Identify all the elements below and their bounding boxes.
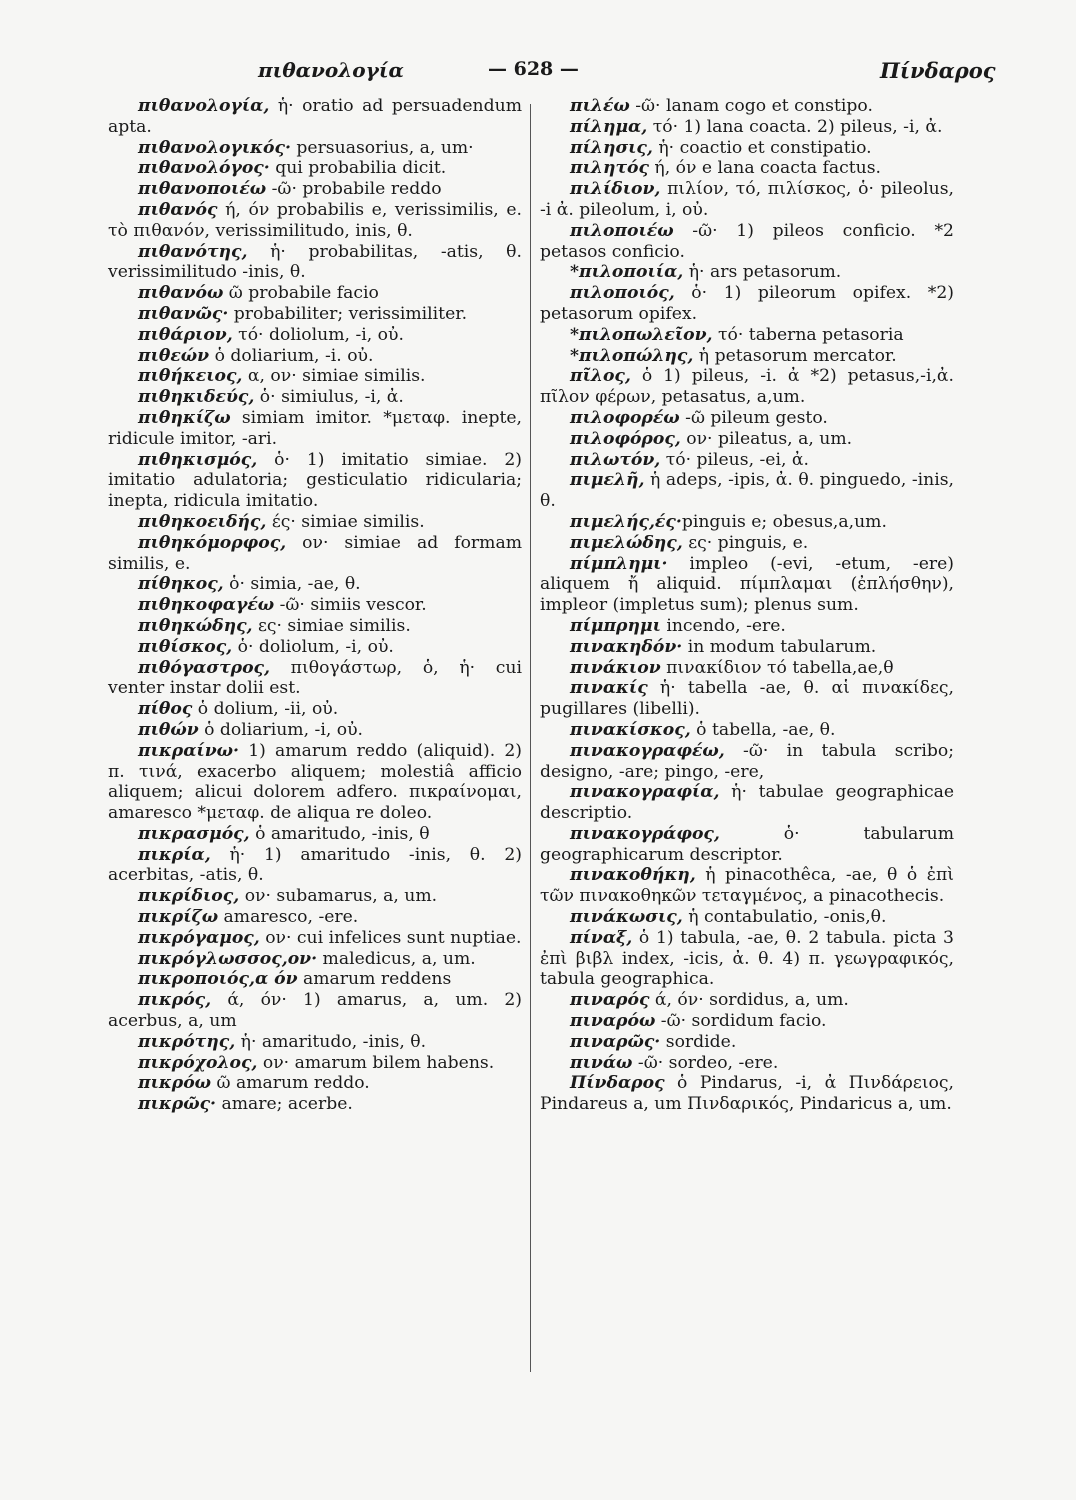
dictionary-entry [540, 678, 954, 720]
entry-definition: ὁ· doliolum, -i, οὐ. [232, 636, 394, 657]
entry-definition: ον· simiae ad formam similis, e. [108, 532, 522, 574]
entry-definition: ον· amarum bilem habens. [257, 1052, 495, 1073]
entry-definition: incendo, -ere. [660, 615, 786, 636]
entry-definition: -ῶ pileum gesto. [679, 407, 828, 428]
entry-headword: πιθηκοφαγέω [138, 595, 275, 616]
entry-definition: ὁ· simiulus, -i, ἀ. [254, 387, 404, 408]
dictionary-entry [108, 595, 522, 616]
entry-definition: qui probabilia dicit. [269, 158, 447, 179]
entry-definition: ἡ· coactio et constipatio. [652, 137, 872, 158]
dictionary-entry [108, 512, 522, 533]
entry-definition: ά, όν· 1) amarus, a, um. 2) acerbus, a, um [108, 990, 522, 1032]
entry-definition: ἡ· ars petasorum. [683, 262, 842, 283]
entry-headword: πιθηκόμορφος, [138, 532, 287, 553]
entry-headword: πιθήκειος, [138, 366, 243, 387]
entry-definition: -ῶ· probabile reddo [266, 179, 442, 200]
left-column [108, 96, 522, 1115]
entry-headword: πικρασμός, [138, 823, 250, 844]
dictionary-entry [540, 720, 954, 741]
entry-headword: πιμελής,ές· [570, 511, 682, 532]
dictionary-entry [540, 658, 954, 679]
entry-definition: ὁ 1) tabula, -ae, θ. 2 tabula. picta 3 ἐπὶ βιβλ index, -icis, ἀ. θ. 4) π. γεωγραφικός, tabula geographica. [540, 927, 954, 990]
entry-definition: τό· pileus, -ei, ἀ. [660, 449, 809, 470]
entry-headword: *πιλοποιία, [570, 262, 684, 283]
dictionary-entry [540, 221, 954, 263]
entry-definition: -ῶ· sordidum facio. [655, 1011, 827, 1032]
entry-definition: amaresco, -ere. [218, 907, 359, 928]
dictionary-entry [108, 845, 522, 887]
entry-definition: ὁ· simia, -ae, θ. [223, 574, 361, 595]
dictionary-entry [540, 782, 954, 824]
dictionary-entry [108, 366, 522, 387]
entry-headword: πίλημα, [570, 116, 648, 137]
dictionary-entry [540, 408, 954, 429]
dictionary-entry [540, 366, 954, 408]
dictionary-entry [108, 304, 522, 325]
dictionary-entry [108, 96, 522, 138]
dictionary-entry [540, 96, 954, 117]
dictionary-entry [540, 325, 954, 346]
dictionary-entry [540, 346, 954, 367]
dictionary-entry [108, 450, 522, 512]
entry-definition: ες· pinguis, e. [682, 532, 809, 553]
dictionary-entry [108, 1053, 522, 1074]
entry-headword: πικρόω [138, 1073, 212, 1094]
entry-headword: πιθανῶς· [138, 303, 229, 324]
entry-definition: πινακίδιον τό tabella,ae,θ [660, 657, 894, 678]
entry-definition: ὁ tabella, -ae, θ. [690, 719, 836, 740]
dictionary-entry [108, 574, 522, 595]
entry-definition: α, ον· simiae similis. [242, 366, 426, 387]
dictionary-entry [540, 1053, 954, 1074]
dictionary-entry [540, 990, 954, 1011]
dictionary-entry [108, 325, 522, 346]
entry-definition: ὁ amaritudo, -inis, θ [249, 823, 430, 844]
entry-headword: πινάω [570, 1052, 633, 1073]
entry-definition: ὁ doliarium, -i. οὐ. [209, 345, 374, 366]
entry-headword: πικρόχολος, [138, 1052, 258, 1073]
entry-headword: πιθεών [138, 345, 210, 366]
dictionary-entry [540, 158, 954, 179]
entry-headword: πίμπλημι· [570, 553, 668, 574]
entry-headword: πινακίσκος, [570, 719, 691, 740]
dictionary-entry [540, 907, 954, 928]
entry-headword: πικραίνω· [138, 740, 240, 761]
entry-headword: πιθίσκος, [138, 636, 233, 657]
entry-definition: ή, όν e lana coacta factus. [648, 158, 882, 179]
dictionary-entry [108, 158, 522, 179]
dictionary-entry [540, 117, 954, 138]
dictionary-entry [108, 990, 522, 1032]
dictionary-entry [540, 138, 954, 159]
entry-definition: ῶ probabile facio [223, 283, 379, 304]
dictionary-entry [540, 1073, 954, 1115]
dictionary-entry [108, 720, 522, 741]
entry-headword: πιλοποιός, [570, 283, 675, 304]
entry-headword: πίναξ, [570, 927, 633, 948]
entry-definition: ἡ contabulatio, -onis,θ. [682, 907, 887, 928]
entry-headword: πικρός, [138, 990, 212, 1011]
entry-definition: ον· subamarus, a, um. [239, 886, 438, 907]
entry-headword: πιθανολόγος· [138, 158, 270, 179]
entry-definition: πιθογάστωρ, ὁ, ἡ· cui venter instar dolii est. [108, 657, 522, 699]
entry-definition: ὁ· 1) imitatio simiae. 2) imitatio adulatoria; gesticulatio ridicularia; inepta, ridicula imitatio. [108, 449, 522, 512]
entry-headword: πιθών [138, 719, 199, 740]
entry-headword: Πίνδαρος [570, 1073, 665, 1094]
entry-headword: πινακογράφος, [570, 823, 720, 844]
entry-headword: πιθανοποιέω [138, 179, 267, 200]
entry-headword: πίλησις, [570, 137, 653, 158]
dictionary-entry [108, 637, 522, 658]
entry-definition: probabiliter; verissimiliter. [228, 303, 468, 324]
entry-headword: *πιλοπωλεῖον, [570, 324, 713, 345]
dictionary-entry [540, 262, 954, 283]
entry-headword: πινακογραφέω, [570, 740, 725, 761]
entry-definition: impleo (-evi, -etum, -ere) aliquem ἤ aliquid. πίμπλαμαι (ἐπλήσθην), impleor (impletus sum); plenus sum. [540, 553, 954, 616]
entry-definition: amare; acerbe. [216, 1094, 353, 1115]
dictionary-entry [108, 949, 522, 970]
page-number: — 628 — [488, 58, 579, 80]
entry-headword: πικρῶς· [138, 1094, 217, 1115]
dictionary-entry [108, 928, 522, 949]
dictionary-entry [540, 429, 954, 450]
entry-definition: τό· taberna petasoria [712, 324, 904, 345]
entry-headword: πιθανόω [138, 283, 224, 304]
entry-definition: ἡ petasorum mercator. [693, 345, 897, 366]
dictionary-entry [540, 1032, 954, 1053]
entry-headword: πιλοποιέω [570, 220, 674, 241]
entry-headword: πιθανολογικός· [138, 137, 291, 158]
header-right-guide-word: Πίνδαρος [880, 58, 996, 83]
entry-headword: πίμπρημι [570, 615, 661, 636]
entry-definition: -ῶ· in tabula scribo; designo, -are; pingo, -ere, [540, 740, 954, 782]
dictionary-entry [540, 450, 954, 471]
entry-definition: ἡ· 1) amaritudo -inis, θ. 2) acerbitas, -atis, θ. [108, 844, 522, 886]
entry-definition: 1) amarum reddo (aliquid). 2) π. τινά, exacerbo aliquem; molestiâ afficio aliquem; alicui dolorem adfero. πικραίνομαι, amaresco *μεταφ. de aliqua re doleo. [108, 740, 522, 824]
entry-headword: πιθανότης, [138, 241, 248, 262]
dictionary-entry [540, 1011, 954, 1032]
dictionary-entry [108, 533, 522, 575]
entry-headword: πιλέω [570, 96, 630, 116]
entry-headword: πιθηκίζω [138, 407, 231, 428]
dictionary-entry [108, 824, 522, 845]
entry-headword: πιναρός [570, 990, 650, 1011]
entry-headword: πιλητός [570, 158, 649, 179]
dictionary-entry [108, 741, 522, 824]
entry-headword: πιλωτόν, [570, 449, 661, 470]
dictionary-entry [108, 907, 522, 928]
entry-definition: sordide. [660, 1031, 737, 1052]
entry-headword: πινάκιον [570, 657, 661, 678]
dictionary-entry [108, 387, 522, 408]
dictionary-entry [108, 969, 522, 990]
entry-definition: ἡ· amaritudo, -inis, θ. [235, 1031, 427, 1052]
entry-definition: ῶ amarum reddo. [211, 1073, 370, 1094]
dictionary-entry [108, 616, 522, 637]
entry-headword: πινακοθήκη, [570, 865, 696, 886]
page-header [0, 58, 1076, 88]
entry-definition: τό· doliolum, -i, οὐ. [232, 324, 404, 345]
entry-definition: πιλίον, τό, πιλίσκος, ὁ· pileolus, -i ἀ. pileolum, i, οὐ. [540, 179, 954, 220]
dictionary-entry [540, 824, 954, 866]
entry-headword: *πιλοπώλης, [570, 345, 694, 366]
entry-headword: πιθηκιδεύς, [138, 387, 255, 408]
entry-definition: persuasorius, a, um· [290, 137, 474, 158]
entry-definition: ες· simiae similis. [252, 615, 411, 636]
dictionary-entry [108, 699, 522, 720]
entry-definition: -ῶ· lanam cogo et constipo. [629, 96, 873, 116]
entry-headword: πικρόγαμος, [138, 927, 260, 948]
entry-headword: πῖλος, [570, 366, 631, 387]
entry-definition: pinguis e; obesus,a,um. [681, 511, 887, 532]
dictionary-entry [540, 470, 954, 512]
dictionary-entry [108, 283, 522, 304]
entry-definition: ὁ dolium, -ii, οὐ. [192, 699, 339, 720]
entry-definition: maledicus, a, um. [317, 948, 476, 969]
entry-definition: τό· 1) lana coacta. 2) pileus, -i, ἀ. [647, 116, 943, 137]
entry-headword: πινάκωσις, [570, 907, 683, 928]
header-left-guide-word: πιθανολογία [258, 58, 404, 82]
entry-definition: ὁ 1) pileus, -i. ἀ *2) petasus,-i,ἀ. πῖλον φέρων, petasatus, a,um. [540, 366, 954, 408]
dictionary-entry [540, 616, 954, 637]
entry-headword: πικρότης, [138, 1031, 236, 1052]
entry-definition: ἡ adeps, -ipis, ἀ. θ. pinguedo, -inis, θ. [540, 470, 954, 512]
entry-headword: πιλοφορέω [570, 407, 680, 428]
entry-definition: -ῶ· 1) pileos conficio. *2 petasos conficio. [540, 220, 954, 262]
entry-headword: πιθηκοειδής, [138, 511, 267, 532]
entry-definition: simiam imitor. *μεταφ. inepte, ridicule imitor, -ari. [108, 407, 522, 449]
entry-definition: in modum tabularum. [682, 636, 877, 657]
right-column [540, 96, 954, 1115]
entry-headword: πικρία, [138, 844, 211, 865]
dictionary-entry [540, 928, 954, 990]
entry-definition: ά, όν· sordidus, a, um. [649, 990, 849, 1011]
entry-headword: πικρόγλωσσος,ον· [138, 948, 318, 969]
entry-headword: πιθηκισμός, [138, 449, 258, 470]
dictionary-entry [108, 886, 522, 907]
entry-headword: πιναρόω [570, 1011, 656, 1032]
entry-definition: -ῶ· simiis vescor. [274, 595, 427, 616]
entry-definition: ἡ· tabella -ae, θ. αἱ πινακίδες, pugillares (libelli). [540, 678, 954, 720]
dictionary-entry [108, 1094, 522, 1115]
entry-headword: πικρίζω [138, 907, 219, 928]
dictionary-entry [108, 179, 522, 200]
dictionary-entry [540, 533, 954, 554]
entry-headword: πιθόγαστρος, [138, 657, 270, 678]
entry-headword: πιθάριον, [138, 324, 233, 345]
entry-definition: -ῶ· sordeo, -ere. [632, 1052, 779, 1073]
entry-headword: πίθηκος, [138, 574, 224, 595]
entry-definition: ή, όν probabilis e, verissimilis, e. τὸ πιθανόν, verissimilitudo, inis, θ. [108, 199, 522, 241]
dictionary-entry [540, 512, 954, 533]
entry-definition: ἡ· oratio ad persuadendum apta. [108, 96, 522, 137]
entry-headword: πινακηδόν· [570, 636, 683, 657]
entry-headword: πινακίς [570, 678, 648, 699]
entry-definition: ὁ· 1) pileorum opifex. *2) petasorum opifex. [540, 283, 954, 324]
entry-definition: ὁ· tabularum geographicarum descriptor. [540, 823, 954, 865]
dictionary-entry [108, 408, 522, 450]
entry-definition: ἡ· tabulae geographicae descriptio. [540, 782, 954, 824]
entry-headword: πιμελώδης, [570, 532, 683, 553]
entry-definition: ἡ pinacothêca, -ae, θ ὁ ἐπὶ τῶν πινακοθηκῶν τεταγμένος, a pinacothecis. [540, 865, 954, 907]
entry-definition: amarum reddens [297, 969, 452, 990]
dictionary-entry [108, 242, 522, 284]
dictionary-entry [108, 658, 522, 700]
dictionary-entry [108, 346, 522, 367]
entry-headword: πινακογραφία, [570, 782, 720, 803]
entry-definition: ἡ· probabilitas, -atis, θ. verissimilitudo -inis, θ. [108, 241, 522, 283]
dictionary-entry [540, 637, 954, 658]
dictionary-entry [540, 179, 954, 221]
dictionary-entry [108, 1032, 522, 1053]
dictionary-entry [108, 138, 522, 159]
entry-headword: πικροποιός,α όν [138, 969, 298, 990]
entry-definition: ον· cui infelices sunt nuptiae. [259, 927, 522, 948]
entry-headword: πίθος [138, 699, 193, 720]
entry-definition: ές· simiae similis. [266, 511, 425, 532]
dictionary-entry [540, 741, 954, 783]
entry-headword: πιθανολογία, [138, 96, 270, 116]
entry-definition: ὁ Pindarus, -i, ἀ Πινδάρειος, Pindareus a, um Πινδαρικός, Pindaricus a, um. [540, 1073, 954, 1115]
entry-headword: πιμελῆ, [570, 470, 645, 491]
entry-headword: πιλοφόρος, [570, 428, 681, 449]
dictionary-entry [108, 200, 522, 242]
entry-headword: πιθηκώδης, [138, 615, 253, 636]
entry-headword: πιναρῶς· [570, 1031, 661, 1052]
entry-headword: πιθανός [138, 199, 218, 220]
dictionary-entry [540, 283, 954, 325]
entry-definition: ὁ doliarium, -i, οὐ. [198, 719, 364, 740]
entry-headword: πιλίδιον, [570, 179, 661, 200]
entry-definition: ον· pileatus, a, um. [680, 428, 853, 449]
column-divider [530, 104, 531, 1372]
dictionary-entry [540, 554, 954, 616]
entry-headword: πικρίδιος, [138, 886, 240, 907]
dictionary-entry [540, 865, 954, 907]
dictionary-entry [108, 1073, 522, 1094]
